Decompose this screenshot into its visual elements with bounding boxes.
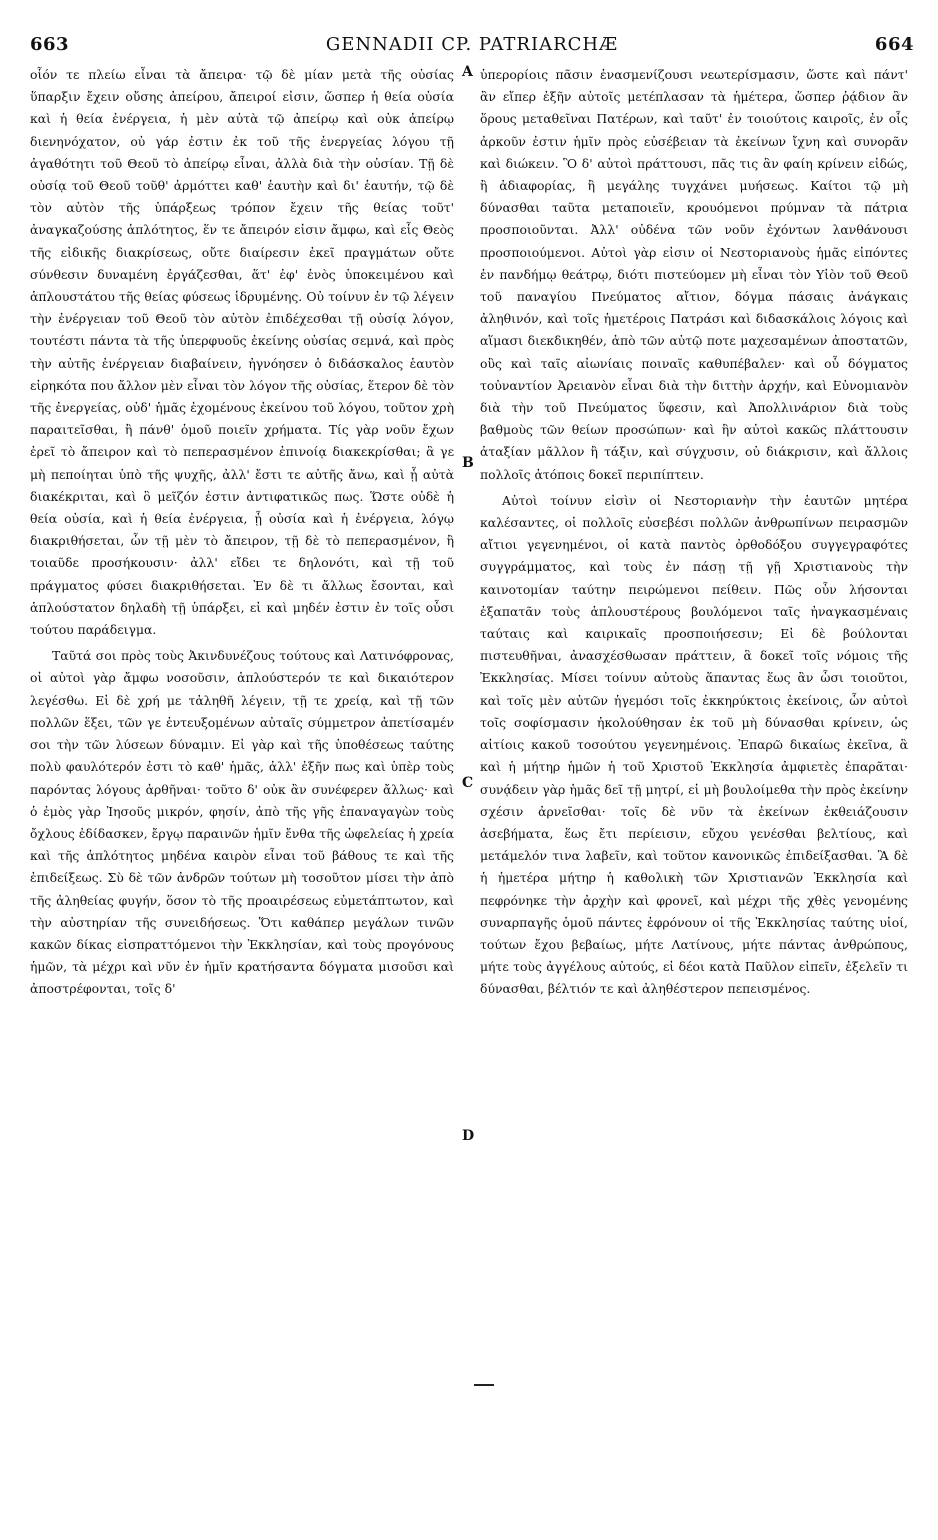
section-marker-d: D (462, 1128, 475, 1144)
page-header (30, 34, 914, 60)
page-number-right: 664 (874, 34, 914, 55)
paragraph: οἷόν τε πλείω εἶναι τὰ ἄπειρα· τῷ δὲ μίαν μετὰ τῆς οὐσίας ὕπαρξιν ἔχειν οὔσης ἀπείρου, ἄπειροί εἰσιν, ὥσπερ ἡ θεία οὐσία καὶ ἡ θεία ἐνέργεια, ἡ μὲν αὐτὰ τῷ ἀπείρῳ καὶ οὐκ ἀπείρῳ διενηνόχατον, οὐ γάρ ἐστιν ἐκ τοῦ τῆς ἐνεργείας λόγου τῇ ἀγαθότητι τοῦ Θεοῦ τὸ ἀπείρῳ εἶναι, ἀλλὰ διὰ τὴν οὐσίαν. Τῇ δὲ οὐσίᾳ τοῦ Θεοῦ τοῦθ' ἁρμόττει καθ' ἑαυτὴν καὶ δι' ἑαυτήν, τῷ δὲ τὸν αὐτὸν τῆς ὑπάρξεως τρόπον ἔχειν τῆς θείας τοῦτ' ἀναγκαζούσης ἁπλότητος, ἕν τε ἄπειρόν εἰσιν ἄμφω, καὶ εἷς Θεὸς τῆς εἰδικῆς διακρίσεως, οὔτε διαίρεσιν ἐκεῖ πραγμάτων οὔτε σύνθεσιν δυναμένη ἐργάζεσθαι, ἅτ' ἐφ' ἑνὸς ὑποκειμένου καὶ ἁπλουστάτου τῆς θείας φύσεως ἱδρυμένης. Οὐ τοίνυν ἐν τῷ λέγειν τὴν ἐνέργειαν τοῦ Θεοῦ τὸν αὐτὸν ἐπιδέχεσθαι τῇ οὐσίᾳ λόγον, τουτέστι πάντα τὰ τῆς ὑπερφυοῦς ἐκείνης οὐσίας σεμνά, καὶ πρὸς τὴν αὐτῆς ἐνέργειαν διαβαίνειν, ἠγνόησεν ὁ διδάσκαλος ἑαυτὸν εἰρηκότα που ἄλλον μὲν εἶναι τὸν λόγον τῆς οὐσίας, ἕτερον δὲ τὸν τῆς ἐνεργείας, οὐδ' ἡμᾶς ἐχομένους ἐκείνου τοῦ λόγου, τοῦτον χρὴ παραιτεῖσθαι, ἢ πάνθ' ὁμοῦ ποιεῖν χρήματα. Τίς γὰρ νοῦν ἔχων ἐρεῖ τὸ ἄπειρον καὶ τὸ πεπερασμένον ἐπινοίᾳ διακεκρίσθαι; ἃ γε μὴ πεποίηται ὑπὸ τῆς ψυχῆς, ἀλλ' ἔστι τε αὐτῆς ἄνω, καὶ ᾗ αὐτὰ διακέκριται, καὶ ὃ μεῖζόν ἐστιν ἀντιφατικῶς πως. Ὥστε οὐδὲ ἡ θεία οὐσία, καὶ ἡ θεία ἐνέργεια, ᾗ οὐσία καὶ ἡ ἐνέργεια, λόγῳ διακριθήσεται, ὧν τῇ μὲν τὸ ἄπειρον, τῇ δὲ τὸ πεπερασμένον, ἢ τοιαῦδε προσήκουσιν· ἀλλ' εἴδει τε δηλονότι, καὶ τῇ τοῦ πράγματος φύσει διακριθήσεται. Ἐν δὲ τι ἄλλως ἔσονται, καὶ ἁπλούστατον δηλαδὴ τῇ ὑπάρξει, εἰ καὶ μηδέν ἐστιν ἐν τοῖς οὖσι τούτου παράδειγμα. (30, 67, 454, 638)
section-marker-a: A (462, 64, 473, 80)
end-rule (474, 1384, 494, 1386)
running-title: GENNADII CP. PATRIARCHÆ (325, 34, 619, 55)
paragraph: ὑπερορίοις πᾶσιν ἐνασμενίζουσι νεωτερίσμασιν, ὥστε καὶ πάντ' ἂν εἴπερ ἐξῆν αὐτοῖς μετέπλασαν τὰ ἡμέτερα, ὥσπερ ῥᾴδιον ἂν ὅρους μεταθεῖναι Πατέρων, καὶ ταῦτ' ἐν τοιούτοις καιροῖς, ἐν οἷς ἀρκοῦν ἐστιν ἡμῖν πρὸς εὐσέβειαν τὰ ἐκείνων ἴχνη καὶ συνορᾶν καὶ διώκειν. Ὃ δ' αὐτοὶ πράττουσι, πᾶς τις ἂν φαίη κρίνειν εἰδώς, ἢ ἀδιαφορίας, ἢ μεγάλης τυγχάνει μυήσεως. Καίτοι τῷ μὴ δύνασθαι ταῦτα μεταποιεῖν, κρουόμενοι πρύμναν τὰ πάτρια προσποιοῦνται. Ἀλλ' οὐδένα τῶν νοῦν ἐχόντων λανθάνουσι προσποιούμενοι. Αὐτοὶ γὰρ εἰσιν οἱ Νεστοριανοὺς ἡμᾶς εἰπόντες ἐν πανδήμῳ θεάτρῳ, διότι πιστεύομεν μὴ εἶναι τὸν Υἱὸν τοῦ Θεοῦ τοῦ παναγίου Πνεύματος αἴτιον, δόγμα πάσαις ἀνάγκαις ἀληθινόν, καὶ τοῖς ἡμετέροις Πατράσι καὶ διδασκάλοις λόγοις καὶ αἵμασι διεκδικηθέν, ἀπὸ τῶν αὐτῷ ποτε μαχεσαμένων ἀποστατῶν, οὓς καὶ ταῖς αἰωνίαις ποιναῖς καθυπέβαλεν· καὶ οὗ δόγματος τοὐναντίον Ἀρειανὸν εἶναι διὰ τὴν διττὴν ἀρχήν, καὶ Εὐνομιανὸν διὰ τὴν τοῦ Πνεύματος ὕφεσιν, καὶ Ἀπολλινάριον διὰ τοὺς βαθμοὺς τῶν θείων προσώπων· καὶ ἣν αὐτοὶ κακῶς πλάττουσιν ἀταξίαν μᾶλλον ἢ τάξιν, καὶ σύγχυσιν, οὐ διάκρισιν, καὶ ἄλλοις πολλοῖς ἀτόποις δοκεῖ περιπίπτειν. (480, 67, 908, 482)
paragraph: Ταῦτά σοι πρὸς τοὺς Ἀκινδυνέζους τούτους καὶ Λατινόφρονας, οἱ αὐτοὶ γὰρ ἄμφω νοσοῦσιν, ἁπλούστερόν τε καὶ δικαιότερον λεγέσθω. Εἰ δὲ χρή με τἀληθῆ λέγειν, τῇ τε χρείᾳ, καὶ τῇ τῶν πολλῶν ἕξει, τῶν γε ἐντευξομένων αὐταῖς σύμμετρον ἀπετίσαμέν σοι τὴν τῶν λύσεων δύναμιν. Εἰ γὰρ καὶ τῆς ὑποθέσεως ταύτης πολὺ φαυλότερόν ἐστι τὸ καθ' ἡμᾶς, ἀλλ' ἐξῆν πως καὶ ὑπὲρ τοὺς παρόντας λόγους ἀρθῆναι· τοῦτο δ' οὐκ ἂν συνέφερεν ἄλλως· καὶ ὁ ἐμὸς γὰρ Ἰησοῦς μικρόν, φησίν, ἀπὸ τῆς γῆς ἐπαναγαγὼν τοὺς ὄχλους ἐδίδασκεν, ἔργῳ παραινῶν ἡμῖν ἔνθα τῆς ὠφελείας ἡ χρεία καὶ τῆς ἁπλότητος μηδένα καιρὸν εἶναι τοῦ βάθους τε καὶ τῆς ἐπιδείξεως. Σὺ δὲ τῶν ἀνδρῶν τούτων μὴ τοσοῦτον μίσει τὴν ἀπὸ τῆς ἀληθείας φυγήν, ὅσον τὸ τῆς προαιρέσεως εὐμετάπτωτον, καὶ τὴν αὐστηρίαν τῆς συνειδήσεως. Ὅτι καθάπερ μεγάλων τινῶν κακῶν δίκας εἰσπραττόμενοι τὴν Ἐκκλησίαν, καὶ τοὺς προγόνους ἡμῶν, τὰ μέχρι καὶ νῦν ἐν ἡμῖν κρατήσαντα δόγματα μισοῦσι καὶ ἀποστρέφονται, τοῖς δ' (30, 648, 454, 997)
section-marker-c: C (462, 775, 474, 791)
left-column (30, 64, 454, 1001)
right-column (480, 64, 908, 1001)
paragraph: Αὐτοὶ τοίνυν εἰσὶν οἱ Νεστοριανὴν τὴν ἑαυτῶν μητέρα καλέσαντες, οἱ πολλοῖς εὐσεβέσι πολλῶν ἀνθρωπίνων πειρασμῶν αἴτιοι γεγενημένοι, οἱ κατὰ παντὸς ὀρθοδόξου συγγεγραφότες συγγράμματος, καὶ τοὺς ἐν πάσῃ τῇ γῇ Χριστιανοὺς τὴν καινοτομίαν ταύτην πειρώμενοι πείθειν. Πῶς οὖν λήσονται ἐξαπατᾶν τοὺς ἁπλουστέρους βουλόμενοι ταῖς ἠναγκασμέναις ταύταις καὶ καιρικαῖς προσποιήσεσιν; Εἰ δὲ βούλονται πιστευθῆναι, ἀνασχέσθωσαν πράττειν, ἃ δοκεῖ τοῖς νόμοις τῆς Ἐκκλησίας. Μίσει τοίνυν αὐτοὺς ἅπαντας ἕως ἂν ὦσι τοιοῦτοι, καὶ τοῖς μὲν αὐτῶν ἡγεμόσι τοῖς ἐκκηρύκτοις ἐκείνοις, ὧν αὐτοὶ τοῖς σοφίσμασιν ἠκολούθησαν ἐκ τοῦ μὴ δύνασθαι κρίνειν, ὡς αἰτίοις κακοῦ τοσούτου γεγενημένοις. Ἐπαρῶ δικαίως ἐκεῖνα, ἃ καὶ ἡ μήτηρ ἡμῶν ἡ τοῦ Χριστοῦ Ἐκκλησία ἀμφιετὲς ἐπαρᾶται· συνᾴδειν γὰρ ἡμᾶς δεῖ τῇ μητρί, εἰ μὴ βουλοίμεθα τὴν πρὸς ἐκείνην σχέσιν ἀρνεῖσθαι· τοῖς δὲ νῦν τὰ ἐκείνων ἐκθειάζουσιν ἀσεβήματα, ἕως ἔτι περίεισιν, εὔχου γενέσθαι βελτίους, καὶ μετάμελόν τινα λαβεῖν, καὶ τοῦτον κανονικῶς ἐπιδείξασθαι. Ἃ δὲ ἡ ἡμετέρα μήτηρ ἡ καθολικὴ τῶν Χριστιανῶν Ἐκκλησία καὶ πεφρόνηκε τὴν ἀρχὴν καὶ φρονεῖ, καὶ μέχρι τῆς χθὲς γενομένης συναρπαγῆς ὁμοῦ πάντες ἐφρόνουν οἱ τῆς Ἐκκλησίας ταύτης υἱοί, τούτων ἔχου βεβαίως, μήτε Λατίνους, μήτε πάντας ἀνθρώπους, μήτε τοὺς ἀγγέλους αὐτούς, εἰ δέοι κατὰ Παῦλον εἰπεῖν, ἐξελεῖν τι δύνασθαι, βέλτιόν τε καὶ ἀληθέστερον πεπεισμένος. (480, 492, 908, 997)
section-marker-b: B (462, 455, 474, 471)
page-number-left: 663 (30, 34, 70, 55)
